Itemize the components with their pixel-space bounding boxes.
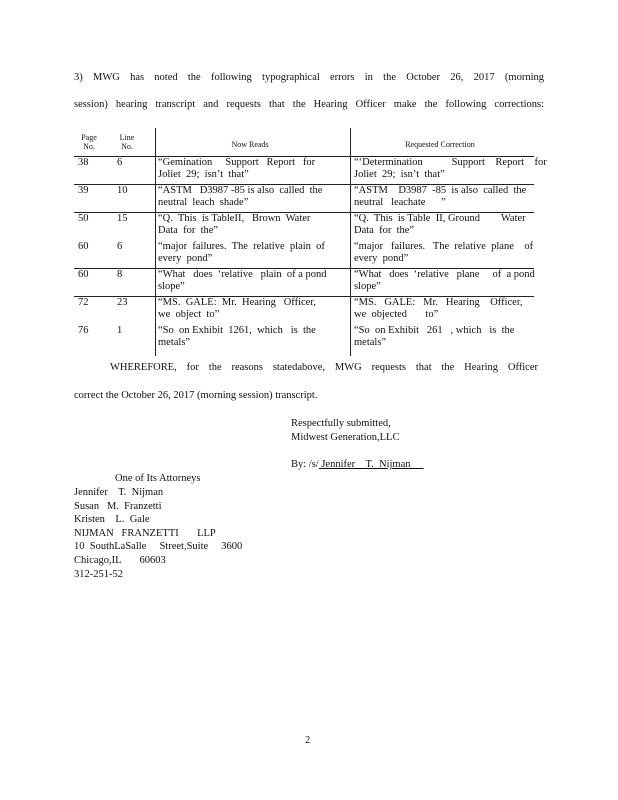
cell-requested-correction-text: “ASTM D3987 -85 is also called the [354,185,527,196]
cell-now-reads [158,297,348,321]
cell-now-reads-text: Joliet 29; isn’t that” [158,169,249,180]
cell-requested-correction [354,213,544,237]
cell-now-reads-text: every pond” [158,253,213,264]
cell-requested-correction-text: “Q. This is Table II, Ground Water [354,213,526,224]
cell-requested-correction-text: “What does ‘relative plane of a pond [354,269,535,280]
cell-page: 60 [78,269,89,280]
cell-now-reads-text: “MS. GALE: Mr. Hearing Officer, [158,297,317,308]
attorney-line: Kristen L. Gale [74,514,150,526]
cell-now-reads [158,213,348,237]
signature-line-2: Midwest Generation,LLC [291,432,400,443]
header-now-reads: Now Reads [231,140,269,149]
cell-now-reads [158,241,348,265]
signature-by-name: Jennifer T. Nijman [318,459,424,470]
cell-page: 60 [78,241,89,252]
cell-page: 38 [78,157,89,168]
attorney-line: 10 SouthLaSalle Street,Suite 3600 [74,541,243,553]
cell-requested-correction-text: Joliet 29; isn’t that” [354,169,445,180]
cell-requested-correction [354,297,544,321]
cell-line: 15 [117,213,128,224]
cell-line: 6 [117,241,123,252]
page-number: 2 [305,735,311,746]
cell-now-reads-text: “ASTM D3987 -85 is also called the [158,185,323,196]
intro-line-1: 3) MWG has noted the following typographical errors in the October 26, 2017 (morning [74,72,544,83]
cell-requested-correction [354,157,547,181]
attorney-line: NIJMAN FRANZETTI LLP [74,527,216,539]
cell-page: 76 [78,325,89,336]
cell-line: 6 [117,157,123,168]
attorney-line: Chicago,IL 60603 [74,555,166,566]
attorneys-heading: One of Its Attorneys [115,473,201,484]
cell-requested-correction-text: every pond” [354,253,409,264]
header-requested-correction: Requested Correction [405,140,475,149]
cell-requested-correction [354,185,544,209]
cell-now-reads-text: neutral leach shade” [158,197,249,208]
col-divider-now [155,128,156,356]
signature-line-1: Respectfully submitted, [291,418,391,429]
cell-now-reads-text: metals” [158,337,191,348]
cell-now-reads [158,185,348,209]
cell-page: 50 [78,213,89,224]
cell-requested-correction-text: “‘Determination Support Report for [354,157,547,168]
cell-requested-correction-text: we objected to” [354,309,439,320]
cell-now-reads-text: slope” [158,281,185,292]
header-page-line1: Page [81,133,97,142]
cell-now-reads-text: we object to” [158,309,220,320]
cell-now-reads-text: “major failures. The relative plain of [158,241,325,252]
cell-line: 23 [117,297,128,308]
cell-requested-correction-text: “MS. GALE: Mr. Hearing Officer, [354,297,523,308]
signature-by [291,459,424,470]
cell-now-reads-text: “So on Exhibit 1261, which is the [158,325,316,336]
header-page-line2: No. [83,142,95,151]
cell-requested-correction [354,241,544,265]
cell-line: 1 [117,325,123,336]
cell-requested-correction-text: Data for the” [354,225,415,236]
cell-now-reads [158,325,348,349]
cell-line: 8 [117,269,123,280]
intro-line-2: session) hearing transcript and requests that the Hearing Officer make the following corrections: [74,99,544,110]
cell-requested-correction-text: “major failures. The relative plane of [354,241,534,252]
cell-line: 10 [117,185,128,196]
cell-now-reads-text: “Gemination Support Report for [158,157,316,168]
header-line [116,133,138,151]
cell-now-reads-text: “What does ‘relative plain of a pond [158,269,327,280]
cell-page: 72 [78,297,89,308]
closing-line-2: correct the October 26, 2017 (morning session) transcript. [74,390,318,401]
cell-requested-correction-text: slope” [354,281,381,292]
cell-requested-correction-text: neutral leachate ” [354,197,446,208]
cell-requested-correction [354,325,544,349]
cell-requested-correction-text: “So on Exhibit 261 , which is the [354,325,515,336]
attorney-line: 312-251-52 [74,568,123,580]
cell-now-reads-text: “Q. This is TableII, Brown Water [158,213,311,224]
col-divider-requested [350,128,351,356]
header-page [78,133,100,151]
cell-now-reads [158,269,348,293]
header-line-line2: No. [121,142,133,151]
cell-now-reads [158,157,348,181]
cell-requested-correction-text: metals” [354,337,387,348]
cell-requested-correction [354,269,544,293]
closing-line-1: WHEREFORE, for the reasons statedabove, MWG requests that the Hearing Officer [110,362,538,373]
attorney-line: Jennifer T. Nijman [74,487,164,498]
header-line-line1: Line [119,133,135,142]
signature-by-prefix: By: /s/ [291,459,319,470]
cell-page: 39 [78,185,89,196]
cell-now-reads-text: Data for the” [158,225,219,236]
attorney-line: Susan M. Franzetti [74,500,162,512]
